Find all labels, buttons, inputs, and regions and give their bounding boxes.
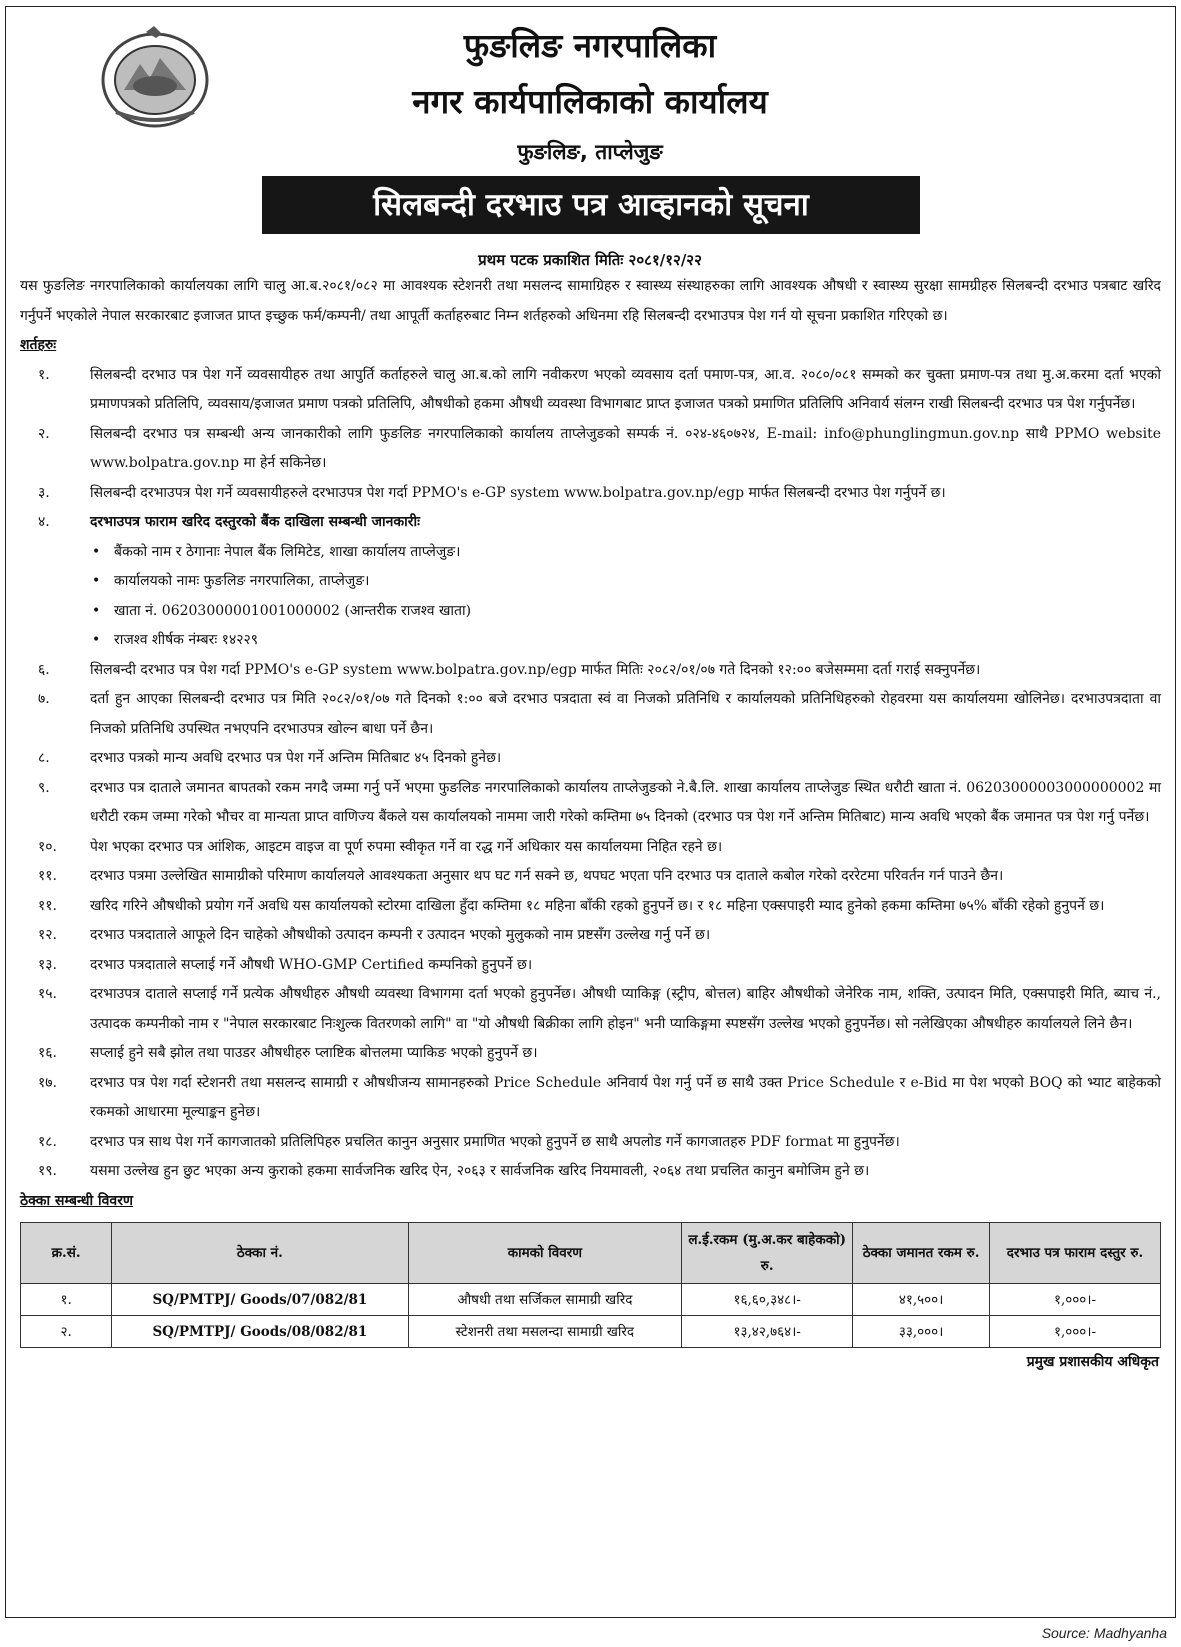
condition-number: १६. bbox=[38, 1045, 58, 1061]
condition-text: पेश भएका दरभाउ पत्र आंशिक, आइटम वाइज वा पूर्ण रुपमा स्वीकृत गर्ने वा रद्ध गर्ने अधिकार यस कार्यालयमा निहित रहने छ। bbox=[90, 838, 723, 855]
bank-detail-item bbox=[20, 626, 1161, 656]
condition-text: खरिद गरिने औषधीको प्रयोग गर्ने अवधि यस कार्यालयको स्टोरमा दाखिला हुँदा कम्तिमा १८ महिना बाँकी रहको हुनुपर्ने छ। र १८ महिना एक्सपाइरी म्याद हुनेको हकमा कम्तिमा ७५% बाँकी रहेको हुनुपर्ने छ। bbox=[90, 897, 1105, 914]
condition-text: सिलबन्दी दरभाउ पत्र पेश गर्ने व्यवसायीहरु तथा आपुर्ति कर्ताहरुले चालु आ.ब.को लागि नवीकरण भएको व्यवसाय दर्ता पमाण-पत्र, आ.व. २०८०/०८१ सम्मको कर चुक्ता प्रमाण-पत्र तथा मु.अ.करमा दर्ता भएको प्रमाणपत्रको प्रतिलिपि, व्यवसाय/इजाजत प्रमाण पत्रको प्रतिलिपि, औषधीको हकमा औषधी व्यवस्था विभागबाट प्राप्त इजाजत पत्रको प्रमाणित प्रतिलिपि अनिवार्य संलग्न राखी सिलबन्दी दरभाउ पत्र पेश गर्नुपर्नेछ। bbox=[90, 366, 1161, 412]
condition-text: दरभाउ पत्रमा उल्लेखित सामाग्रीको परिमाण कार्यालयले आवश्यकता अनुसार थप घट गर्न सक्ने छ, थपघट भएता पनि दरभाउ पत्र दाताले कबोल गरेको दररेटमा परिवर्तन गर्न पाउने छैन। bbox=[90, 868, 1004, 884]
condition-text: दरभाउपत्र फाराम खरिद दस्तुरको बैंक दाखिला सम्बन्धी जानकारीः bbox=[90, 514, 420, 530]
table-row bbox=[21, 1316, 1161, 1348]
condition-text: सिलबन्दी दरभाउपत्र पेश गर्ने व्यवसायीहरुले दरभाउपत्र पेश गर्दा PPMO's e-GP system www.bolpatra.gov.np/egp मार्फत सिलबन्दी दरभाउ पेश गर्नुपर्ने छ। bbox=[90, 484, 946, 501]
conditions-heading: शर्तहरुः bbox=[20, 337, 57, 353]
table-cell: स्टेशनरी तथा मसलन्दा सामाग्री खरिद bbox=[408, 1316, 682, 1348]
table-cell: ३३,०००। bbox=[853, 1316, 990, 1348]
table-cell: ४१,५००। bbox=[853, 1284, 990, 1316]
condition-number: ४. bbox=[38, 514, 50, 530]
notice-body bbox=[20, 272, 1161, 1378]
condition-number: ६. bbox=[38, 661, 50, 678]
condition-item bbox=[20, 361, 1161, 420]
notice-title-banner: सिलबन्दी दरभाउ पत्र आव्हानको सूचना bbox=[262, 176, 920, 234]
intro-paragraph: यस फुङलिङ नगरपालिकाको कार्यालयका लागि चालु आ.ब.२०८१/०८२ मा आवश्यक स्टेशनरी तथा मसलन्द सामाग्रिहरु र स्वास्थ्य संस्थाहरुका लागि आवश्यक औषधी र स्वास्थ्य सुरक्षा सामग्रीहरु सिलबन्दी दरभाउ पत्रबाट खरिद गर्नुपर्ने भएकोले नेपाल सरकारबाट इजाजत प्राप्त इच्छुक फर्म/कम्पनी/ तथा आपूर्ती कर्ताहरुबाट निम्न शर्तहरुको अधिनमा रहि सिलबन्दी दरभाउपत्र पेश गर्न यो सूचना प्रकाशित गरिएको छ। bbox=[20, 278, 1161, 324]
condition-item bbox=[20, 479, 1161, 509]
condition-number: १३. bbox=[38, 956, 58, 973]
condition-number: १०. bbox=[38, 838, 58, 855]
bank-detail-text: बैंकको नाम र ठेगानाः नेपाल बैंक लिमिटेड, शाखा कार्यालय ताप्लेजुङ। bbox=[114, 543, 461, 560]
bullet-icon: • bbox=[92, 632, 101, 648]
condition-item bbox=[20, 921, 1161, 951]
nepal-government-emblem-icon bbox=[96, 24, 214, 132]
table-cell: १,०००।- bbox=[989, 1316, 1160, 1348]
condition-text: यसमा उल्लेख हुन छुट भएका अन्य कुराको हकमा सार्वजनिक खरिद ऐन, २०६३ र सार्वजनिक खरिद नियमावली, २०६४ तथा प्रचलित कानुन बमोजिम हुने छ। bbox=[90, 1163, 870, 1179]
condition-item bbox=[20, 980, 1161, 1039]
bank-detail-item bbox=[20, 538, 1161, 568]
condition-item bbox=[20, 862, 1161, 892]
table-cell: १. bbox=[21, 1284, 112, 1316]
condition-number: ३. bbox=[38, 484, 50, 501]
condition-item bbox=[20, 1128, 1161, 1158]
table-cell: १,०००।- bbox=[989, 1284, 1160, 1316]
bank-detail-text: राजश्व शीर्षक नंम्बरः १४२२९ bbox=[114, 632, 259, 648]
table-cell: SQ/PMTPJ/ Goods/08/082/81 bbox=[112, 1316, 408, 1348]
bank-detail-text: खाता नं. 06203000001001000002 (आन्तरीक राजश्व खाता) bbox=[114, 602, 472, 619]
condition-item bbox=[20, 774, 1161, 833]
condition-number: १८. bbox=[38, 1133, 58, 1150]
bullet-icon: • bbox=[92, 573, 101, 589]
bank-detail-item bbox=[20, 567, 1161, 597]
condition-item bbox=[20, 833, 1161, 863]
condition-text: दरभाउ पत्रदाताले सप्लाई गर्ने औषधी WHO-GMP Certified कम्पनिको हुनुपर्ने छ। bbox=[90, 956, 533, 973]
column-header: क्र.सं. bbox=[21, 1223, 112, 1284]
condition-text: सिलबन्दी दरभाउ पत्र पेश गर्दा PPMO's e-GP system www.bolpatra.gov.np/egp मार्फत मितिः २०८२/०१/०७ गते दिनको १२:०० बजेसम्ममा दर्ता गराई सक्नुपर्नेछ। bbox=[90, 661, 981, 678]
condition-number: ११. bbox=[38, 897, 58, 914]
condition-item bbox=[20, 420, 1161, 479]
condition-item bbox=[20, 744, 1161, 774]
condition-item bbox=[20, 656, 1161, 686]
table-cell: SQ/PMTPJ/ Goods/07/082/81 bbox=[112, 1284, 408, 1316]
condition-item bbox=[20, 892, 1161, 922]
table-cell: औषधी तथा सर्जिकल सामाग्री खरिद bbox=[408, 1284, 682, 1316]
condition-item bbox=[20, 685, 1161, 744]
condition-text: दरभाउ पत्र साथ पेश गर्ने कागजातको प्रतिलिपिहरु प्रचलित कानुन अनुसार प्रमाणित भएको हुनुपर्ने छ साथै अपलोड गर्ने कागजातहरु PDF format मा हुनुपर्नेछ। bbox=[90, 1133, 900, 1150]
contract-table bbox=[20, 1222, 1161, 1348]
column-header: कामको विवरण bbox=[408, 1223, 682, 1284]
condition-number: १५. bbox=[38, 986, 58, 1002]
condition-number: ११. bbox=[38, 868, 58, 884]
table-cell: १६,६०,३४८।- bbox=[682, 1284, 853, 1316]
table-row bbox=[21, 1284, 1161, 1316]
column-header: ठेक्का नं. bbox=[112, 1223, 408, 1284]
condition-text: दरभाउपत्र दाताले सप्लाई गर्ने प्रत्येक औषधीहरु औषधी व्यवस्था विभागमा दर्ता भएको हुनुपर्नेछ। औषधी प्याकिङ्ग (स्ट्रीप, बोत्तल) बाहिर औषधीको जेनेरिक नाम, शक्ति, उत्पादन मिति, एक्सपाइरी मिति, ब्याच नं., उत्पादक कम्पनीको नाम र "नेपाल सरकारबाट निःशुल्क वितरणको लागि" वा "यो औषधी बिक्रीका लागि होइन" भनी प्याकिङ्गमा स्पष्टसँग उल्लेख भएको हुनुपर्नेछ। सो नलेखिएका औषधीहरु कार्यालयले लिने छैन। bbox=[90, 986, 1161, 1032]
office-name: नगर कार्यपालिकाको कार्यालय bbox=[412, 82, 768, 121]
bank-detail-item bbox=[20, 597, 1161, 627]
condition-item bbox=[20, 951, 1161, 981]
condition-text: दरभाउ पत्रको मान्य अवधि दरभाउ पत्र पेश गर्ने अन्तिम मितिबाट ४५ दिनको हुनेछ। bbox=[90, 750, 502, 766]
condition-number: १२. bbox=[38, 927, 58, 943]
office-location: फुङलिङ, ताप्लेजुङ bbox=[517, 140, 663, 164]
source-credit: Source: Madhyanha bbox=[1041, 1625, 1167, 1641]
bank-detail-text: कार्यालयको नामः फुङलिङ नगरपालिका, ताप्लेजुङ। bbox=[114, 573, 370, 589]
condition-text: सप्लाई हुने सबै झोल तथा पाउडर औषधीहरु प्लाष्टिक बोत्तलमा प्याकिङ भएको हुनुपर्ने छ। bbox=[90, 1045, 538, 1061]
condition-text: दरभाउ पत्रदाताले आफूले दिन चाहेको औषधीको उत्पादन कम्पनी र उत्पादन भएको मुलुकको नाम प्रष्टसँग उल्लेख गर्नु पर्ने छ। bbox=[90, 927, 711, 943]
condition-number: १९. bbox=[38, 1163, 58, 1179]
condition-number: २. bbox=[38, 425, 50, 442]
condition-item bbox=[20, 508, 1161, 538]
bullet-icon: • bbox=[92, 543, 101, 560]
signature-title: प्रमुख प्रशासकीय अधिकृत bbox=[1026, 1354, 1159, 1370]
condition-number: ७. bbox=[38, 691, 50, 707]
condition-number: ९. bbox=[38, 779, 50, 796]
condition-number: १७. bbox=[38, 1074, 58, 1091]
published-date: प्रथम पटक प्रकाशित मितिः २०८१/१२/२२ bbox=[478, 251, 702, 269]
bullet-icon: • bbox=[92, 602, 101, 619]
condition-text: सिलबन्दी दरभाउ पत्र सम्बन्धी अन्य जानकारीको लागि फुङलिङ नगरपालिकाको कार्यालय ताप्लेजुङको सम्पर्क नं. ०२४-४६०७२४, E-mail: info@phunglingmun.gov.np साथै PPMO website www.bolpatra.gov.np मा हेर्न सकिनेछ। bbox=[90, 425, 1161, 471]
condition-number: १. bbox=[38, 366, 50, 383]
condition-text: दरभाउ पत्र दाताले जमानत बापतको रकम नगदै जम्मा गर्नु पर्ने भएमा फुङलिङ नगरपालिकाको कार्यालय ताप्लेजुङको ने.बै.लि. शाखा कार्यालय ताप्लेजुङ स्थित धरौटी खाता नं. 06203000003000000002 मा धरौटी रकम जम्मा गरेको भौचर वा मान्यता प्राप्त वाणिज्य बैंकले यस कार्यालयको नाममा जारी गरेको कम्तिमा ७५ दिनको (दरभाउ पत्र पेश गर्ने अन्तिम मितिबाट) मान्य अवधि भएको बैंक जमानत पत्र पेश गर्नु पर्नेछ। bbox=[90, 779, 1161, 825]
column-header: दरभाउ पत्र फाराम दस्तुर रु. bbox=[989, 1223, 1160, 1284]
table-header-row bbox=[21, 1223, 1161, 1284]
condition-number: ८. bbox=[38, 750, 50, 766]
table-cell: १३,४२,७६४।- bbox=[682, 1316, 853, 1348]
municipality-name: फुङलिङ नगरपालिका bbox=[463, 26, 717, 65]
condition-text: दरभाउ पत्र पेश गर्दा स्टेशनरी तथा मसलन्द सामाग्री र औषधीजन्य सामानहरुको Price Schedule अनिवार्य पेश गर्नु पर्ने छ साथै उक्त Price Schedule र e-Bid मा पेश भएको BOQ को भ्याट बाहेकको रकमको आधारमा मूल्याङ्कन हुनेछ। bbox=[90, 1074, 1161, 1120]
column-header: ठेक्का जमानत रकम रु. bbox=[853, 1223, 990, 1284]
contract-section-title: ठेक्का सम्बन्धी विवरण bbox=[20, 1192, 134, 1209]
condition-item bbox=[20, 1069, 1161, 1128]
table-cell: २. bbox=[21, 1316, 112, 1348]
condition-item bbox=[20, 1039, 1161, 1069]
condition-text: दर्ता हुन आएका सिलबन्दी दरभाउ पत्र मिति २०८२/०१/०७ गते दिनको १:०० बजे दरभाउ पत्रदाता स्वं वा निजको प्रतिनिधि र कार्यालयको प्रतिनिधिहरुको रोहवरमा यस कार्यालयमा खोलिनेछ। दरभाउपत्रदाता वा निजको प्रतिनिधि उपस्थित नभएपनि दरभाउपत्र खोल्न बाधा पर्ने छैन। bbox=[90, 691, 1161, 737]
column-header: ल.ई.रकम (मु.अ.कर बाहेकको) रु. bbox=[682, 1223, 853, 1284]
condition-item bbox=[20, 1157, 1161, 1187]
